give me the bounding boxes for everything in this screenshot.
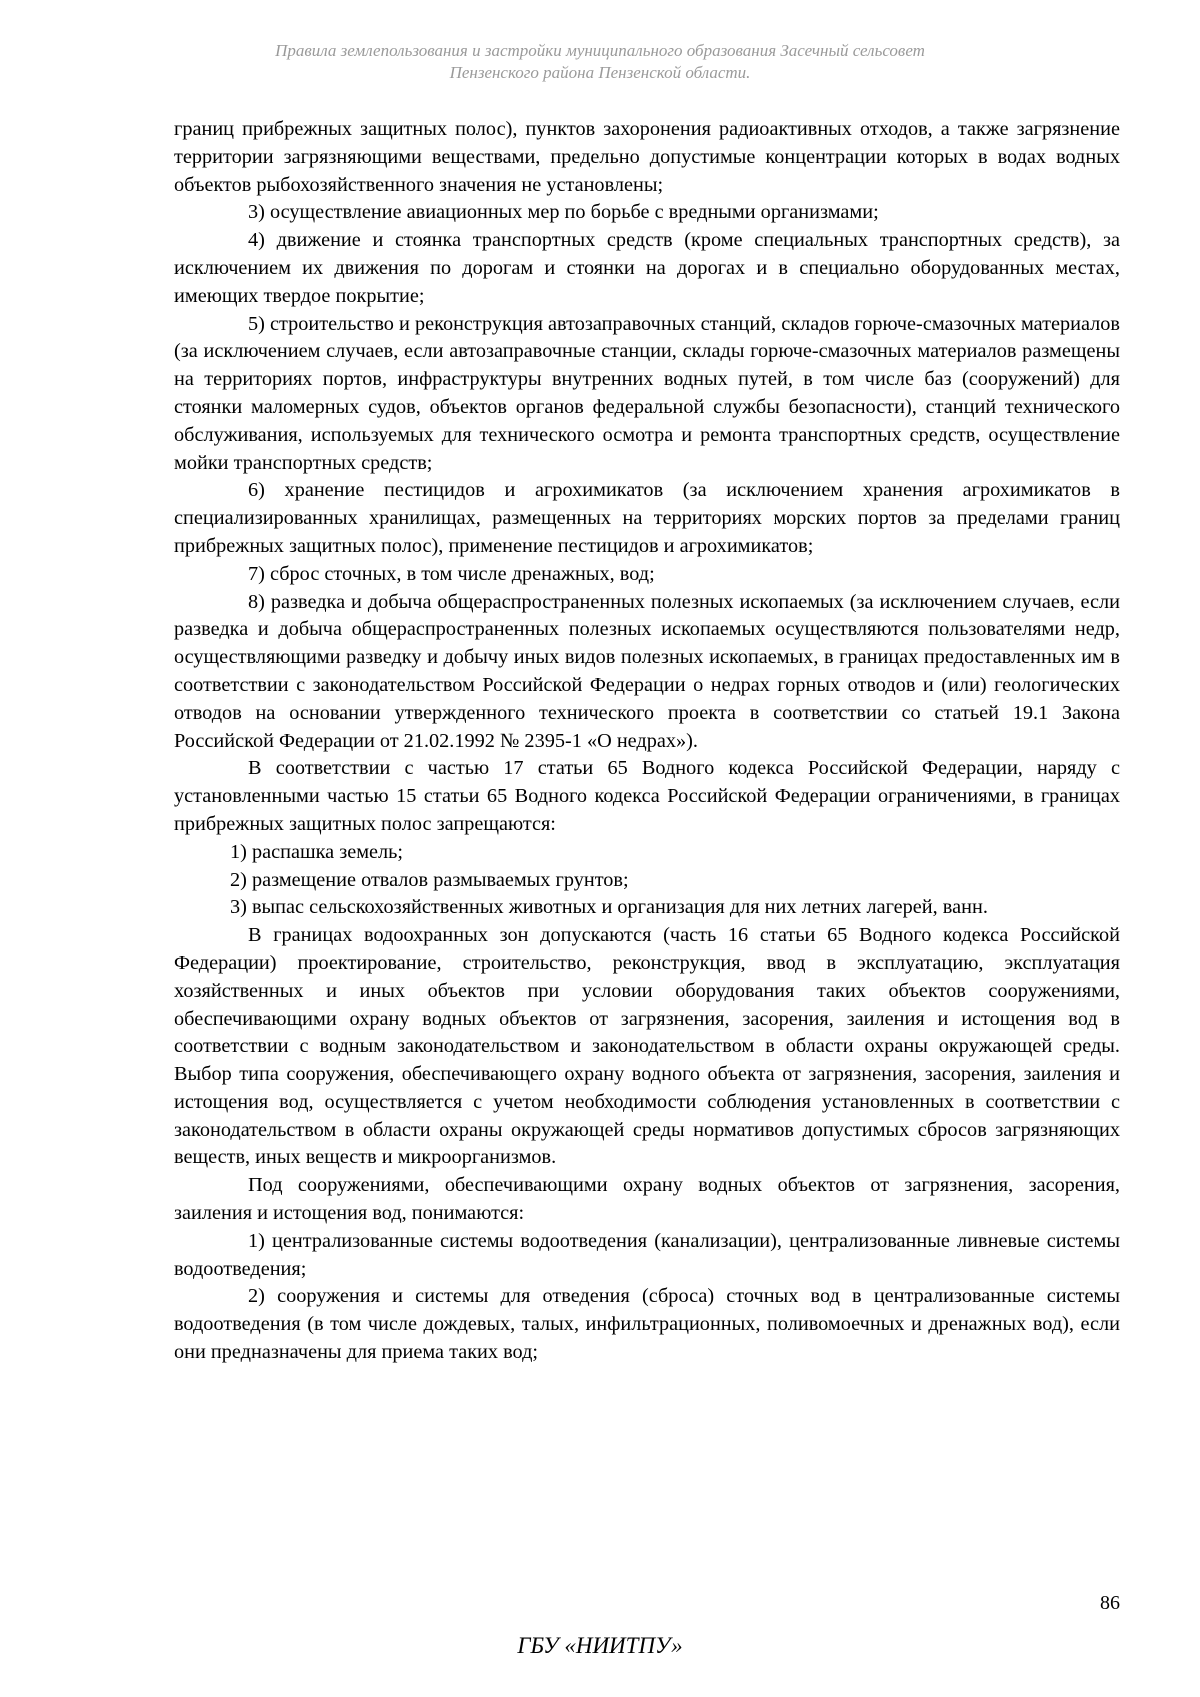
header-line-1: Правила землепользования и застройки муниципального образования Засечный сельсовет <box>275 41 925 60</box>
paragraph: 3) осуществление авиационных мер по борьбе с вредными организмами; <box>248 201 879 224</box>
paragraph: 2) сооружения и системы для отведения (сброса) сточных вод в централизованные системы водоотведения (в том числе дождевых, талых, инфильтрационных, поливомоечных и дренажных вод), если они предназначены для приема таких вод; <box>174 1285 1120 1364</box>
paragraph: 2) размещение отвалов размываемых грунтов; <box>230 868 629 891</box>
page-number: 86 <box>1100 1592 1120 1614</box>
paragraph: В границах водоохранных зон допускаются (часть 16 статьи 65 Водного кодекса Российской Федерации) проектирование, строительство, реконструкция, ввод в эксплуатацию, эксплуатация хозяйственных и иных объектов при условии оборудования таких объектов сооружениями, обеспечивающими охрану водных объектов от загрязнения, засорения, заиления и истощения вод в соответствии с водным законодательством и законодательством в области охраны окружающей среды. Выбор типа сооружения, обеспечивающего охрану водного объекта от загрязнения, засорения, заиления и истощения вод, осуществляется с учетом необходимости соблюдения установленных в соответствии с законодательством в области охраны окружающей среды нормативов допустимых сбросов загрязняющих веществ, иных веществ и микроорганизмов. <box>174 924 1120 1169</box>
running-header <box>160 40 1040 84</box>
document-body <box>174 116 1120 1367</box>
paragraph: 6) хранение пестицидов и агрохимикатов (за исключением хранения агрохимикатов в специализированных хранилищах, размещенных на территориях морских портов за пределами границ прибрежных защитных полос), применение пестицидов и агрохимикатов; <box>174 479 1120 557</box>
paragraph: 3) выпас сельскохозяйственных животных и организация для них летних лагерей, ванн. <box>230 896 988 919</box>
paragraph: 1) централизованные системы водоотведения (канализации), централизованные ливневые системы водоотведения; <box>174 1229 1120 1280</box>
paragraph: 8) разведка и добыча общераспространенных полезных ископаемых (за исключением случаев, если разведка и добыча общераспространенных полезных ископаемых осуществляются пользователями недр, осуществляющими разведку и добычу иных видов полезных ископаемых, в границах предоставленных им в соответствии с законодательством Российской Федерации о недрах горных отводов и (или) геологических отводов на основании утвержденного технического проекта в соответствии со статьей 19.1 Закона Российской Федерации от 21.02.1992 № 2395-1 «О недрах»). <box>174 590 1120 752</box>
paragraph: Под сооружениями, обеспечивающими охрану водных объектов от загрязнения, засорения, заиления и истощения вод, понимаются: <box>174 1174 1120 1225</box>
paragraph: В соответствии с частью 17 статьи 65 Водного кодекса Российской Федерации, наряду с установленными частью 15 статьи 65 Водного кодекса Российской Федерации ограничениями, в границах прибрежных защитных полос запрещаются: <box>174 757 1120 835</box>
paragraph: 7) сброс сточных, в том числе дренажных, вод; <box>248 562 655 585</box>
page-footer: ГБУ «НИИТПУ» <box>517 1633 683 1658</box>
paragraph: 5) строительство и реконструкция автозаправочных станций, складов горюче-смазочных материалов (за исключением случаев, если автозаправочные станции, склады горюче-смазочных материалов размещены на территориях портов, инфраструктуры внутренних водных путей, в том числе баз (сооружений) для стоянки маломерных судов, объектов органов федеральной службы безопасности), станций технического обслуживания, используемых для технического осмотра и ремонта транспортных средств, осуществление мойки транспортных средств; <box>174 312 1120 474</box>
paragraph: границ прибрежных защитных полос), пунктов захоронения радиоактивных отходов, а также загрязнение территории загрязняющими веществами, предельно допустимые концентрации которых в водах водных объектов рыбохозяйственного значения не установлены; <box>174 118 1120 196</box>
paragraph: 1) распашка земель; <box>230 840 404 863</box>
header-line-2: Пензенского района Пензенской области. <box>449 63 751 82</box>
paragraph: 4) движение и стоянка транспортных средств (кроме специальных транспортных средств), за исключением их движения по дорогам и стоянки на дорогах и в специально оборудованных местах, имеющих твердое покрытие; <box>174 229 1120 307</box>
